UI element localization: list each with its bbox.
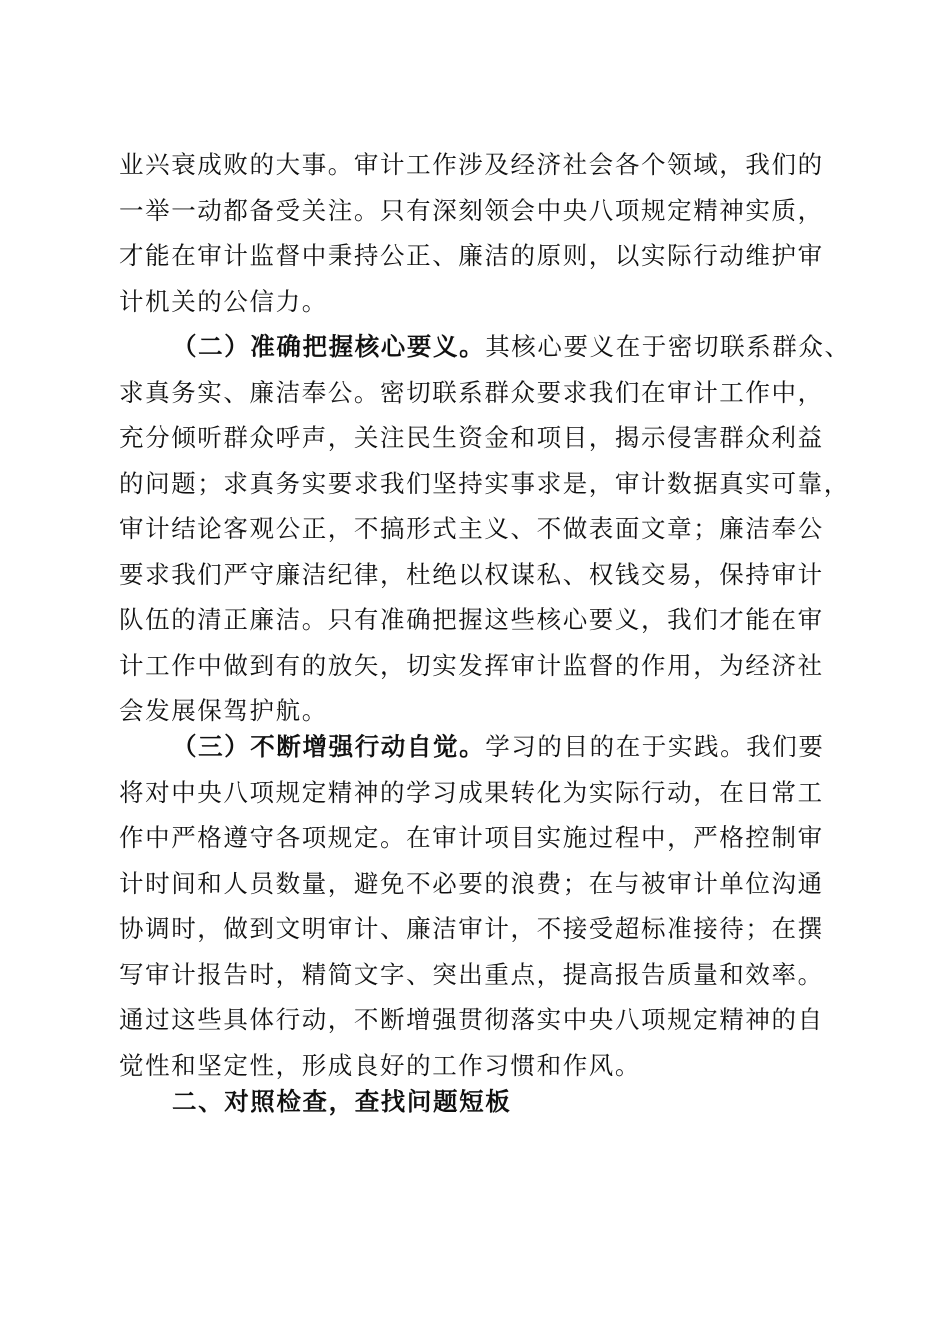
intro-paragraph	[119, 142, 834, 324]
paragraph-line: 的问题；求真务实要求我们坚持实事求是，审计数据真实可靠，	[119, 468, 850, 498]
paragraph-line: 要求我们严守廉洁纪律，杜绝以权谋私、权钱交易，保持审计	[119, 559, 824, 589]
paragraph-line: 求真务实、廉洁奉公。密切联系群众要求我们在审计工作中，	[119, 377, 824, 407]
paragraph-line: 业兴衰成败的大事。审计工作涉及经济社会各个领域，我们的	[119, 150, 824, 179]
paragraph-first-line	[119, 724, 834, 770]
paragraph-line: 计时间和人员数量，避免不必要的浪费；在与被审计单位沟通	[119, 868, 824, 898]
paragraph-line: 协调时，做到文明审计、廉洁审计，不接受超标准接待；在撰	[119, 914, 824, 943]
paragraph-line: 写审计报告时，精简文字、突出重点，提高报告质量和效率。	[119, 959, 824, 989]
paragraph-line: 通过这些具体行动，不断增强贯彻落实中央八项规定精神的自	[119, 1005, 824, 1034]
paragraph-line: 审计结论客观公正，不搞形式主义、不做表面文章；廉洁奉公	[119, 514, 824, 543]
paragraph-first-line	[119, 324, 851, 370]
paragraph-line: 计工作中做到有的放矢，切实发挥审计监督的作用，为经济社	[119, 650, 824, 680]
paragraph-line: 觉性和坚定性，形成良好的工作习惯和作风。	[119, 1050, 641, 1080]
paragraph-line: 将对中央八项规定精神的学习成果转化为实际行动，在日常工	[119, 777, 824, 807]
paragraph-line: 充分倾听群众呼声，关注民生资金和项目，揭示侵害群众利益	[119, 423, 824, 452]
section-two-lead: （二）准确把握核心要义。	[172, 332, 486, 361]
paragraph-line: 作中严格遵守各项规定。在审计项目实施过程中，严格控制审	[119, 823, 824, 852]
section-three-first-line-rest: 学习的目的在于实践。我们要	[485, 732, 825, 761]
paragraph-line: 队伍的清正廉洁。只有准确把握这些核心要义，我们才能在审	[119, 605, 824, 634]
paragraph-line: 会发展保驾护航。	[119, 696, 328, 725]
paragraph-line: 一举一动都备受关注。只有深刻领会中央八项规定精神实质，	[119, 195, 824, 225]
paragraph-line: 才能在审计监督中秉持公正、廉洁的原则，以实际行动维护审	[119, 241, 824, 270]
section-three-lead: （三）不断增强行动自觉。	[172, 732, 486, 761]
section-two-first-line-rest: 其核心要义在于密切联系群众、	[485, 332, 851, 361]
paragraph-line: 计机关的公信力。	[119, 286, 328, 316]
section-heading: 二、对照检查，查找问题短板	[172, 1087, 512, 1116]
section-two-paragraph	[119, 324, 851, 734]
section-three-paragraph	[119, 724, 834, 1088]
